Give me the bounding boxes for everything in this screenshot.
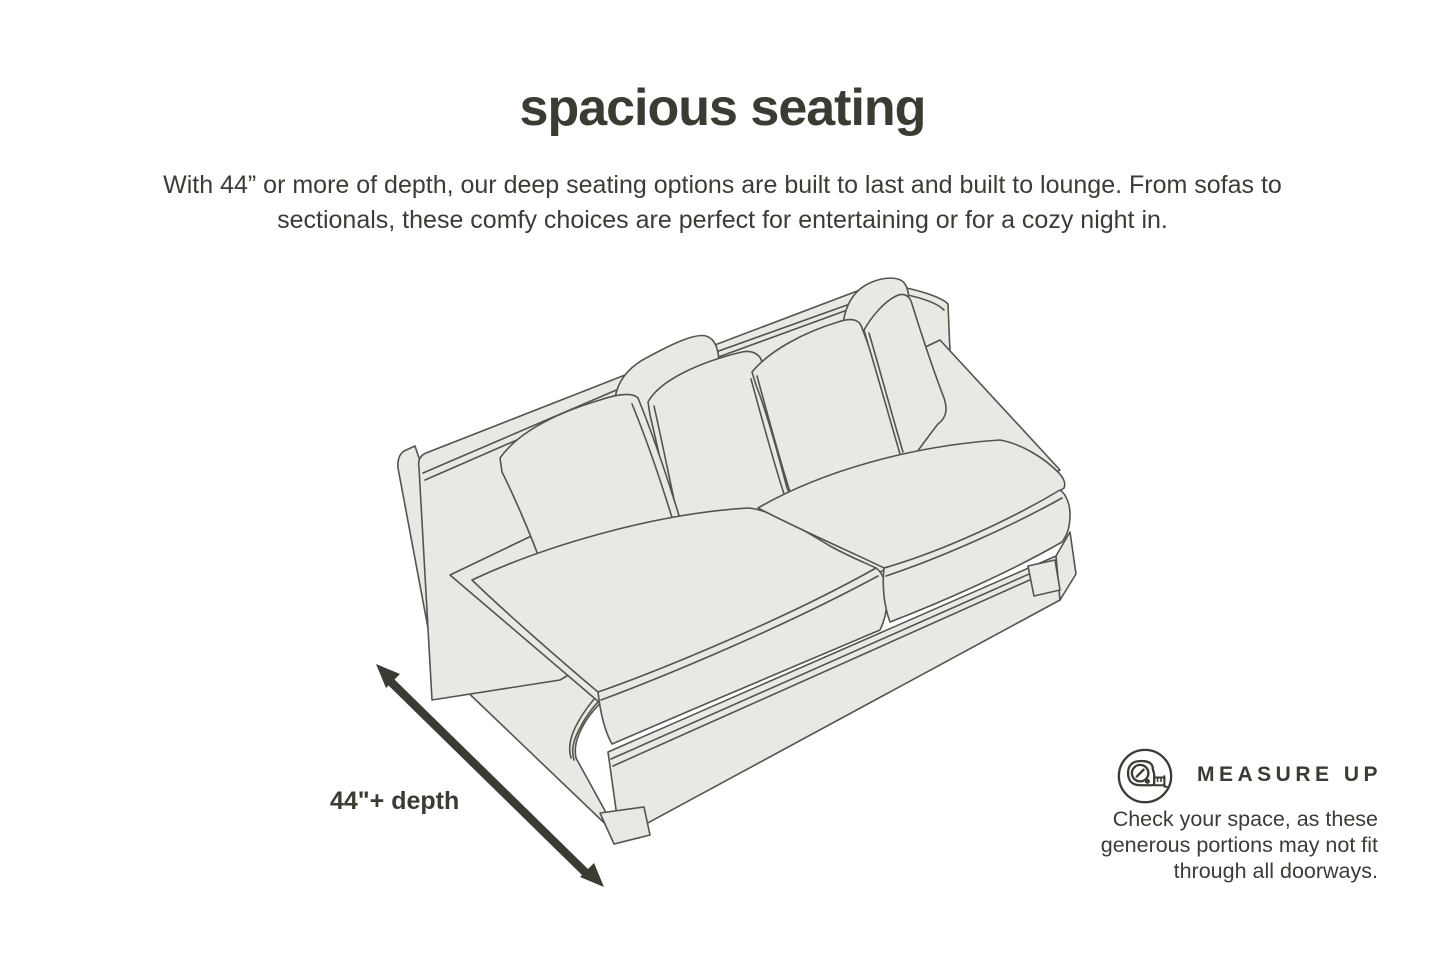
sofa-foot-right: [1028, 560, 1060, 596]
page-title: spacious seating: [519, 79, 926, 137]
measure-up-heading: MEASURE UP: [1197, 763, 1383, 786]
tape-measure-icon: [1114, 746, 1176, 808]
sofa-foot-front: [600, 807, 650, 844]
depth-dimension-label: 44"+ depth: [330, 787, 460, 815]
measure-up-note: Check your space, as these generous portions may not fit through all doorways.: [1100, 807, 1378, 883]
intro-text: With 44” or more of depth, our deep seating options are built to last and built to lounge. From sofas to sectionals, these comfy choices are perfect for entertaining or for a cozy night in.: [163, 171, 1282, 234]
